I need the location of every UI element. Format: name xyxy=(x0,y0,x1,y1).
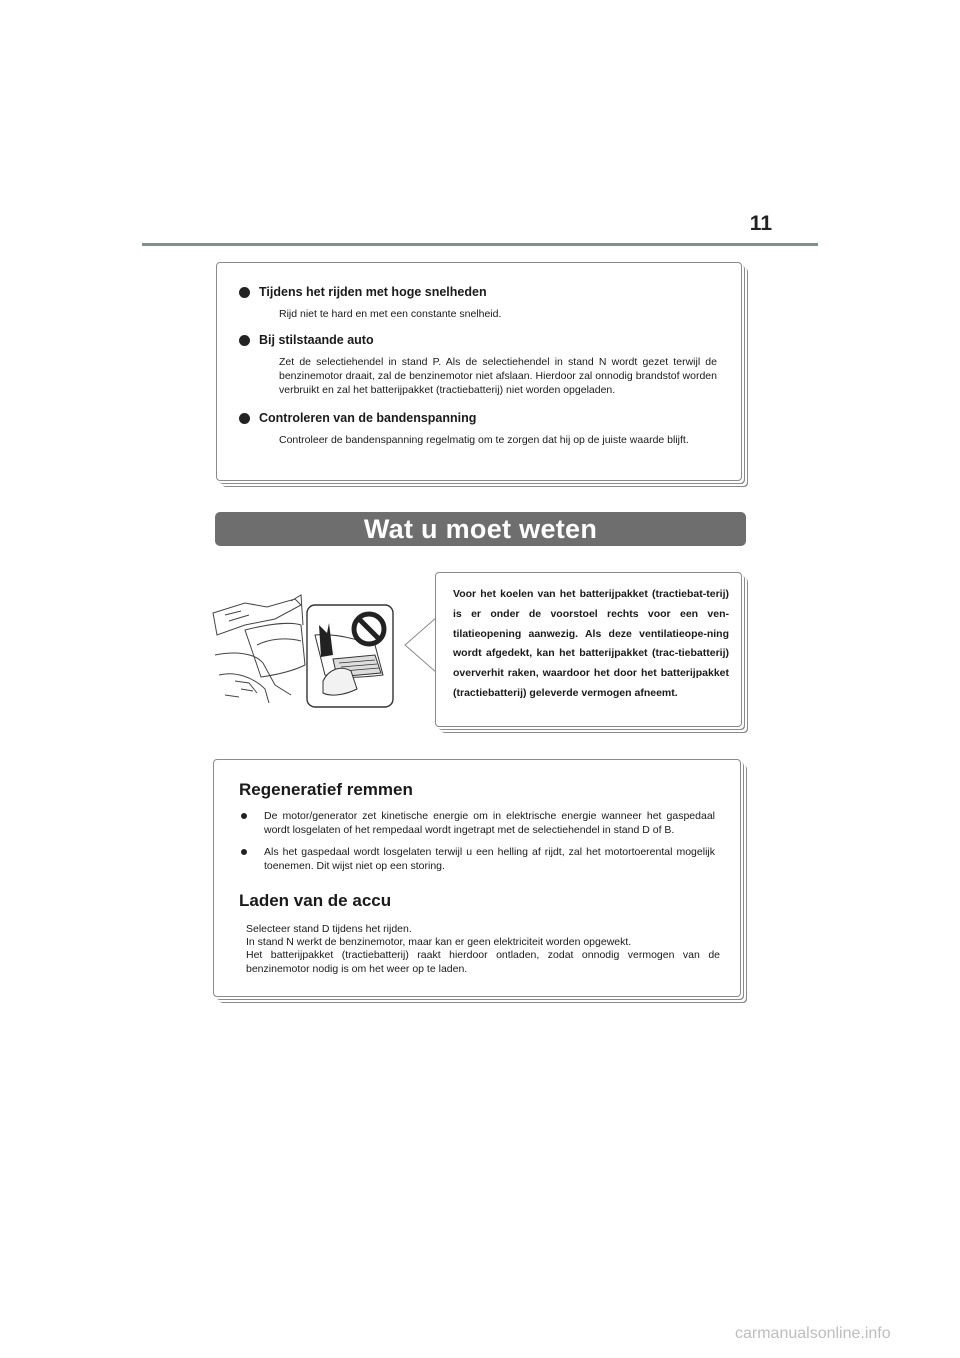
info-card xyxy=(213,759,741,997)
accu-text xyxy=(246,923,720,976)
regen-list xyxy=(239,810,715,882)
tip-high-speed xyxy=(239,285,717,321)
bullet-dot-icon xyxy=(239,413,250,424)
tip-title: Controleren van de bandenspanning xyxy=(259,411,477,425)
callout-pointer xyxy=(403,615,439,675)
vent-illustration xyxy=(205,585,405,715)
tip-body: Rijd niet te hard en met een constante snelheid. xyxy=(279,308,502,320)
tip-tire-pressure xyxy=(239,411,717,447)
regen-heading: Regeneratief remmen xyxy=(239,780,413,799)
section-banner: Wat u moet weten xyxy=(215,512,746,546)
bullet-dot-icon xyxy=(239,287,250,298)
accu-line: In stand N werkt de benzinemotor, maar kan er geen elektriciteit worden opgewekt. xyxy=(246,936,632,949)
list-item: Als het gaspedaal wordt losgelaten terwijl u een helling af rijdt, zal het motortoerental mogelijk toenemen. Dit wijst niet op een storing. xyxy=(239,846,715,873)
bullet-dot-icon xyxy=(241,849,247,855)
callout-text: Voor het koelen van het batterijpakket (tractiebat-terij) is er onder de voorstoel rechts voor een ven-tilatieopening aanwezig. Als deze ventilatieope-ning wordt afgedekt, kan het batterijpakket (trac-tiebatterij) oververhit raken, waardoor het door het batterijpakket (tractiebatterij) geleverde vermogen afneemt. xyxy=(453,588,729,699)
header-rule xyxy=(142,243,818,246)
tip-title: Tijdens het rijden met hoge snelheden xyxy=(259,285,487,299)
tip-title: Bij stilstaande auto xyxy=(259,333,374,347)
accu-heading: Laden van de accu xyxy=(239,891,392,910)
accu-line: Het batterijpakket (tractiebatterij) raakt hierdoor ontladen, zodat onnodig vermogen van de benzinemotor nodig is om het weer op te laden. xyxy=(246,949,720,975)
bullet-dot-icon xyxy=(241,813,247,819)
bullet-dot-icon xyxy=(239,335,250,346)
tip-body: Zet de selectiehendel in stand P. Als de selectiehendel in stand N wordt gezet terwijl de benzinemotor draait, zal de benzinemotor niet afslaan. Hierdoor zal onnodig brandstof worden verbruikt en zal het batterijpakket (tractiebatterij) niet worden opgeladen. xyxy=(279,356,717,396)
accu-line: Selecteer stand D tijdens het rijden. xyxy=(246,923,412,935)
driving-tips-card xyxy=(216,262,742,481)
prohibition-icon xyxy=(354,614,384,644)
list-item: De motor/generator zet kinetische energie om in elektrische energie wanneer het gaspedaal wordt losgelaten of het rempedaal wordt ingetrapt met de selectiehendel in stand D of B. xyxy=(239,810,715,837)
tip-body: Controleer de bandenspanning regelmatig om te zorgen dat hij op de juiste waarde blijft. xyxy=(279,434,689,446)
tip-stationary xyxy=(239,333,717,397)
vent-callout-card xyxy=(435,572,742,727)
page-number: 11 xyxy=(749,212,772,235)
watermark: carmanualsonline.info xyxy=(735,1325,891,1342)
